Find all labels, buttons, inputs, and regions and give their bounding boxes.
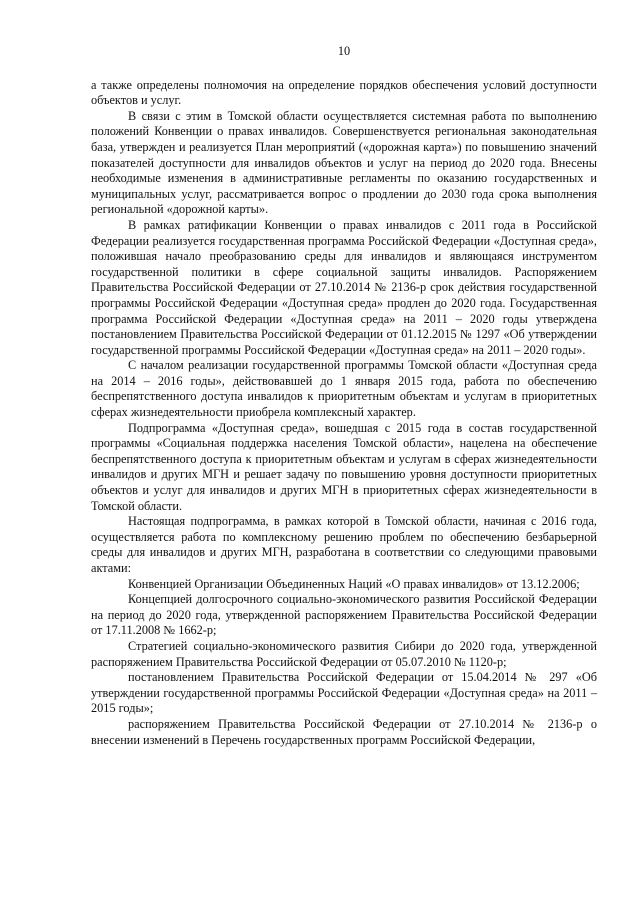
paragraph-tomsk-program-start: С началом реализации государственной программы Томской области «Доступная среда на 2014 – 2016 годы», действовавшей до 1 января 2015 года, работа по обеспечению беспрепятственного доступа инвалидов к приоритетным объектам и услугам в приоритетных сферах жизнедеятельности приобрела комплексный характер. <box>91 358 597 420</box>
legal-act-item: Концепцией долгосрочного социально-экономического развития Российской Федерации на период до 2020 года, утвержденной распоряжением Правительства Российской Федерации от 17.11.2008 № 1662-р; <box>91 592 597 638</box>
paragraph-continuation: а также определены полномочия на определение порядков обеспечения условий доступности объектов и услуг. <box>91 77 597 108</box>
paragraph-tomsk-system-work: В связи с этим в Томской области осуществляется системная работа по выполнению положений Конвенции о правах инвалидов. Совершенствуется региональная законодательная база, утвержден и реализуется План мероприятий («дорожная карта») по повышению значений показателей доступности для инвалидов объектов и услуг на период до 2020 года. Внесены необходимые изменения в административные регламенты по оказанию государственных и муниципальных услуг, рассматривается вопрос о продлении до 2030 года срока выполнения региональной «дорожной карты». <box>91 108 597 217</box>
paragraph-subprogram: Подпрограмма «Доступная среда», вошедшая с 2015 года в состав государственной программы «Социальная поддержка населения Томской области», нацелена на обеспечение беспрепятственного доступа к приоритетным объектам и услугам в сферах жизнедеятельности инвалидов и других МГН и решает задачу по повышению уровня доступности приоритетных объектов и услуг для инвалидов и других МГН в приоритетных сферах жизнедеятельности в Томской области. <box>91 420 597 513</box>
paragraph-legal-basis: Настоящая подпрограмма, в рамках которой в Томской области, начиная с 2016 года, осуществляется работа по комплексному решению проблем по обеспечению безбарьерной среды для инвалидов и других МГН, разработана в соответствии со следующими правовыми актами: <box>91 514 597 575</box>
legal-act-item: распоряжением Правительства Российской Федерации от 27.10.2014 № 2136-р о внесении изменений в Перечень государственных программ Российской Федерации, <box>91 716 597 747</box>
page-number: 10 <box>337 44 351 58</box>
legal-act-item: Конвенцией Организации Объединенных Наций «О правах инвалидов» от 13.12.2006; <box>128 576 580 591</box>
paragraph-convention-ratification: В рамках ратификации Конвенции о правах инвалидов с 2011 года в Российской Федерации реализуется государственная программа Российской Федерации «Доступная среда», положившая начало преобразованию среды для инвалидов и являющаяся инструментом государственной политики в сфере социальной защиты инвалидов. Распоряжением Правительства Российской Федерации от 27.10.2014 № 2136-р срок действия государственной программы Российской Федерации «Доступная среда» продлен до 2020 года. Государственная программа Российской Федерации «Доступная среда» на 2011 – 2020 годы утверждена постановлением Правительства Российской Федерации от 01.12.2015 № 1297 «Об утверждении государственной программы Российской Федерации «Доступная среда» на 2011 – 2020 годы». <box>91 217 597 357</box>
document-page <box>91 44 597 748</box>
legal-act-item: постановлением Правительства Российской Федерации от 15.04.2014 № 297 «Об утверждении государственной программы Российской Федерации «Доступная среда» на 2011 – 2015 годы»; <box>91 670 597 716</box>
legal-act-item: Стратегией социально-экономического развития Сибири до 2020 года, утвержденной распоряжением Правительства Российской Федерации от 05.07.2010 № 1120-р; <box>91 638 597 669</box>
